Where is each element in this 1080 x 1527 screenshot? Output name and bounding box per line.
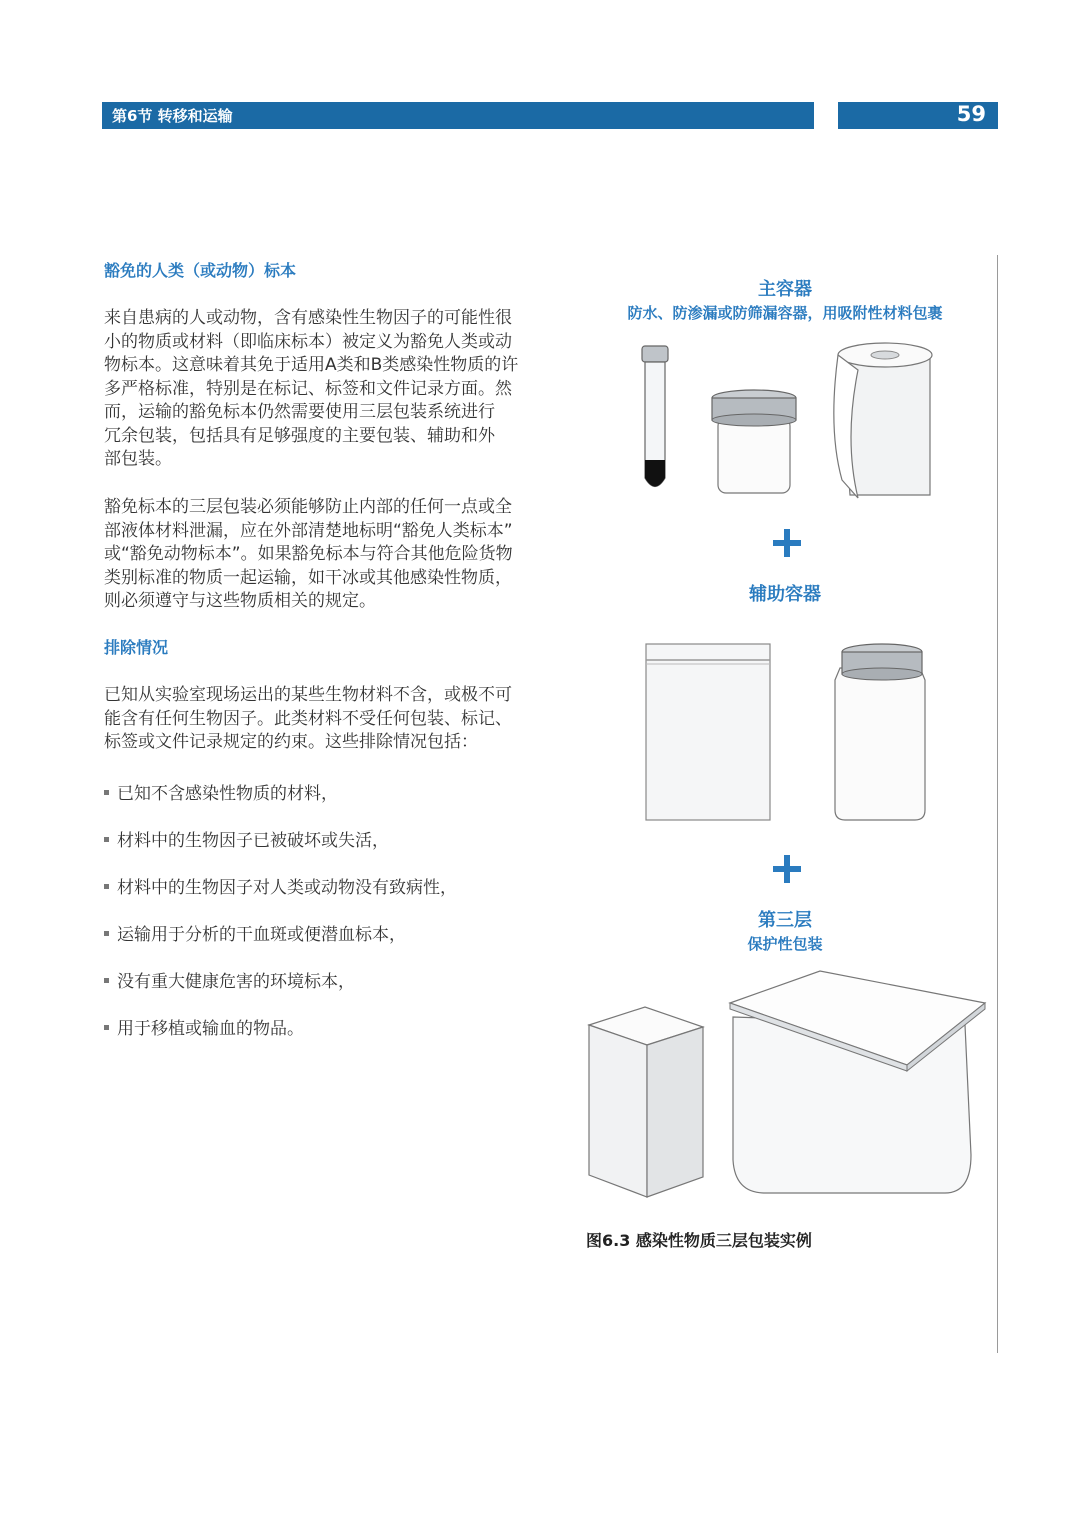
bullet-icon — [104, 978, 109, 983]
heading-exempt-specimens: 豁免的人类（或动物）标本 — [104, 261, 297, 280]
bottle-icon — [835, 644, 925, 820]
text-line: 来自患病的人或动物，含有感染性生物因子的可能性很 — [104, 308, 512, 328]
bullet-icon — [104, 837, 109, 842]
paragraph-exempt-packaging — [104, 496, 556, 614]
text-line: 能含有任何生物因子。此类材料不受任何包装、标记、 — [104, 708, 512, 729]
outer-packaging-illustration — [585, 965, 990, 1200]
figure-caption: 图6.3 感染性物质三层包装实例 — [586, 1231, 812, 1250]
cardboard-box-icon — [589, 1007, 703, 1197]
text-line: 物标本。这意味着其免于适用A类和B类感染性物质的许 — [104, 355, 519, 375]
paragraph-exclusions — [104, 684, 556, 755]
figure-tertiary-desc: 保护性包装 — [747, 935, 823, 953]
figure-primary-title: 主容器 — [758, 279, 812, 300]
text-line: 小的物质或材料（即临床标本）被定义为豁免人类或动 — [104, 331, 512, 352]
section-header-bar — [102, 102, 814, 129]
bullet-icon — [104, 790, 109, 795]
list-item: 已知不含感染性物质的材料， — [104, 779, 338, 804]
test-tube-icon — [642, 346, 668, 487]
text-line: 多严格标准，特别是在标记、标签和文件记录方面。然 — [104, 378, 512, 399]
list-item: 材料中的生物因子已被破坏或失活， — [104, 826, 389, 851]
figure-primary-desc: 防水、防渗漏或防筛漏容器，用吸附性材料包裹 — [627, 304, 943, 322]
list-item: 运输用于分析的干血斑或便潜血标本， — [104, 920, 406, 945]
list-item: 用于移植或输血的物品。 — [104, 1014, 304, 1039]
bullet-icon — [104, 884, 109, 889]
text-line: 冗余包装，包括具有足够强度的主要包装、辅助和外 — [104, 425, 495, 446]
text-line: 部包装。 — [104, 449, 172, 469]
plus-icon — [773, 855, 801, 883]
specimen-jar-icon — [712, 390, 796, 493]
figure-tertiary-title: 第三层 — [758, 910, 812, 931]
paragraph-exempt-definition — [104, 307, 556, 472]
column-divider — [997, 255, 998, 1353]
page-number: 59 — [956, 102, 986, 126]
bullet-icon — [104, 931, 109, 936]
list-item: 没有重大健康危害的环境标本， — [104, 967, 355, 992]
secondary-containers-illustration — [640, 638, 940, 823]
zip-bag-icon — [646, 644, 770, 820]
text-line: 标签或文件记录规定的约束。这些排除情况包括： — [104, 732, 478, 752]
figure-secondary-title: 辅助容器 — [749, 584, 821, 605]
absorbent-roll-icon — [834, 343, 932, 498]
text-line: 或“豁免动物标本”。如果豁免标本与符合其他危险货物 — [104, 544, 513, 564]
text-line: 类别标准的物质一起运输，如干冰或其他感染性物质， — [104, 567, 512, 588]
primary-containers-illustration — [630, 340, 970, 505]
text-line: 则必须遵守与这些物质相关的规定。 — [104, 591, 376, 611]
page-number-bar — [838, 102, 998, 129]
insulated-cooler-icon — [730, 971, 985, 1193]
text-line: 而，运输的豁免标本仍然需要使用三层包装系统进行 — [104, 402, 495, 422]
heading-exclusions: 排除情况 — [104, 638, 169, 657]
bullet-icon — [104, 1025, 109, 1030]
text-line: 已知从实验室现场运出的某些生物材料不含，或极不可 — [104, 685, 512, 705]
text-line: 部液体材料泄漏，应在外部清楚地标明“豁免人类标本” — [104, 520, 513, 541]
list-item: 材料中的生物因子对人类或动物没有致病性， — [104, 873, 457, 898]
text-line: 豁免标本的三层包装必须能够防止内部的任何一点或全 — [104, 497, 512, 517]
section-title: 第6节 转移和运输 — [112, 107, 233, 125]
plus-icon — [773, 529, 801, 557]
